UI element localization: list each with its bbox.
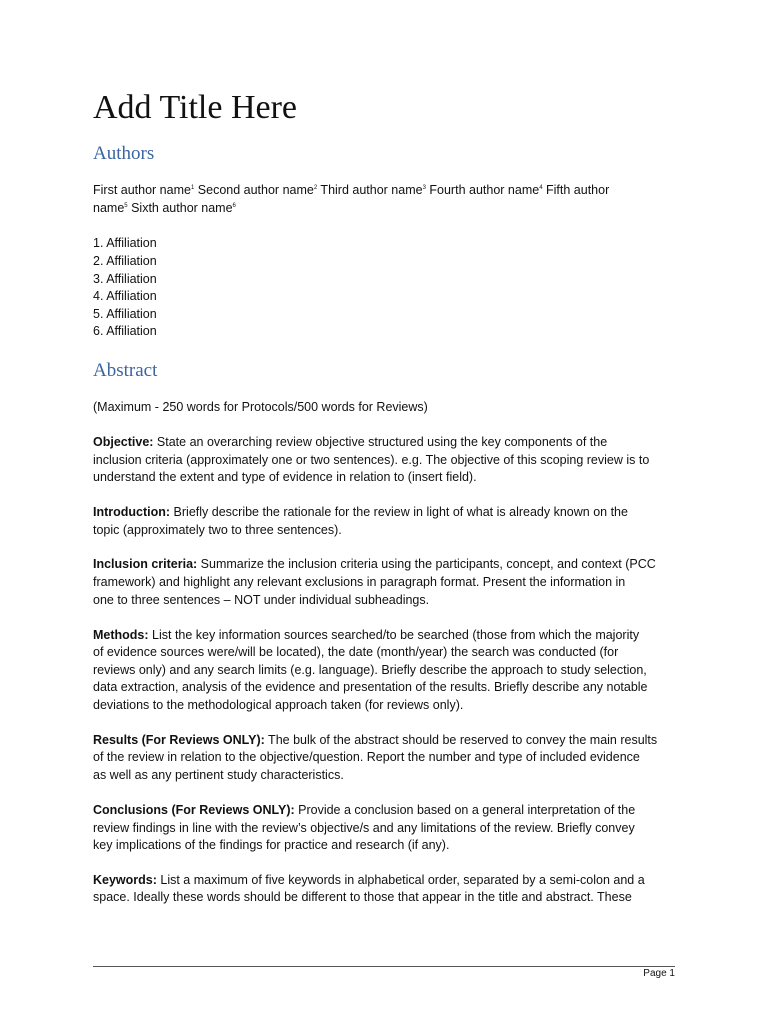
author-1-superscript: 1 [190, 184, 195, 191]
authors-heading: Authors [93, 143, 155, 164]
page-number: Page 1 [643, 968, 675, 979]
author-5-superscript: 5 [124, 202, 128, 209]
author-2: Second author name [194, 183, 314, 197]
objective-line-2: inclusion criteria (approximately one or two sentences). e.g. The objective of this scoping review is to [93, 453, 650, 467]
methods-line-3: reviews only) and any search limits (e.g. language). Briefly describe the approach to study selection, [93, 663, 647, 677]
conclusions-line-2: review findings in line with the review’s objective/s and any limitations of the review. Briefly convey [93, 821, 635, 835]
author-4-superscript: 4 [539, 184, 543, 191]
conclusions-line-1: Conclusions (For Reviews ONLY): Provide a conclusion based on a general interpretation of the [93, 803, 636, 817]
author-4: Fourth author name [425, 183, 540, 197]
affiliation-1: 1. Affiliation [93, 236, 157, 250]
results-line-1: Results (For Reviews ONLY): The bulk of the abstract should be reserved to convey the main results [93, 733, 658, 747]
author-names-line-1 [93, 182, 609, 199]
document-title: Add Title Here [93, 89, 297, 126]
methods-line-2: of evidence sources were/will be located), the date (month/year) the search was conducted (for [93, 645, 619, 659]
affiliation-6: 6. Affiliation [93, 324, 157, 338]
keywords-line-1: Keywords: List a maximum of five keywords in alphabetical order, separated by a semi-colon and a [93, 873, 645, 887]
inclusion-criteria-label: Inclusion criteria: [93, 557, 198, 571]
author-5: Fifth author [542, 183, 610, 197]
conclusions-label: Conclusions (For Reviews ONLY): [93, 803, 295, 817]
results-line-2: of the review in relation to the objective/question. Report the number and type of included evidence [93, 750, 640, 764]
author-6: Sixth author name [127, 201, 233, 215]
author-5-continued: name [93, 201, 125, 215]
objective-line-3: understand the extent and type of evidence in relation to (insert field). [93, 470, 477, 484]
author-2-superscript: 2 [313, 184, 318, 191]
results-label: Results (For Reviews ONLY): [93, 733, 265, 747]
objective-label: Objective: [93, 435, 154, 449]
introduction-line-1: Introduction: Briefly describe the rationale for the review in light of what is already known on the [93, 505, 628, 519]
objective-line-1: Objective: State an overarching review objective structured using the key components of the [93, 435, 608, 449]
keywords-label: Keywords: [93, 873, 157, 887]
abstract-heading: Abstract [93, 360, 158, 381]
results-line-3: as well as any pertinent study characteristics. [93, 768, 344, 782]
author-names-line-2 [93, 200, 236, 217]
methods-line-1: Methods: List the key information sources searched/to be searched (those from which the majority [93, 628, 640, 642]
methods-line-4: data extraction, analysis of the evidence and presentation of the results. Briefly describe any notable [93, 680, 648, 694]
inclusion-criteria-line-3: one to three sentences – NOT under individual subheadings. [93, 593, 430, 607]
footer-divider [93, 966, 675, 967]
affiliation-3: 3. Affiliation [93, 272, 157, 286]
conclusions-line-3: key implications of the findings for practice and research (if any). [93, 838, 450, 852]
methods-line-5: deviations to the methodological approach taken (for reviews only). [93, 698, 464, 712]
affiliation-4: 4. Affiliation [93, 289, 157, 303]
introduction-label: Introduction: [93, 505, 171, 519]
author-3-superscript: 3 [422, 184, 426, 191]
abstract-word-limit-note: (Maximum - 250 words for Protocols/500 words for Reviews) [93, 400, 428, 414]
keywords-line-2: space. Ideally these words should be different to those that appear in the title and abstract. These [93, 890, 632, 904]
author-3: Third author name [317, 183, 423, 197]
affiliation-5: 5. Affiliation [93, 307, 157, 321]
author-6-superscript: 6 [232, 202, 236, 209]
inclusion-criteria-line-2: framework) and highlight any relevant exclusions in paragraph format. Present the information in [93, 575, 626, 589]
introduction-line-2: topic (approximately two to three sentences). [93, 523, 342, 537]
methods-label: Methods: [93, 628, 149, 642]
affiliation-2: 2. Affiliation [93, 254, 157, 268]
inclusion-criteria-line-1: Inclusion criteria: Summarize the inclusion criteria using the participants, concept, and context (PCC [93, 557, 656, 571]
author-1: First author name [93, 183, 191, 197]
